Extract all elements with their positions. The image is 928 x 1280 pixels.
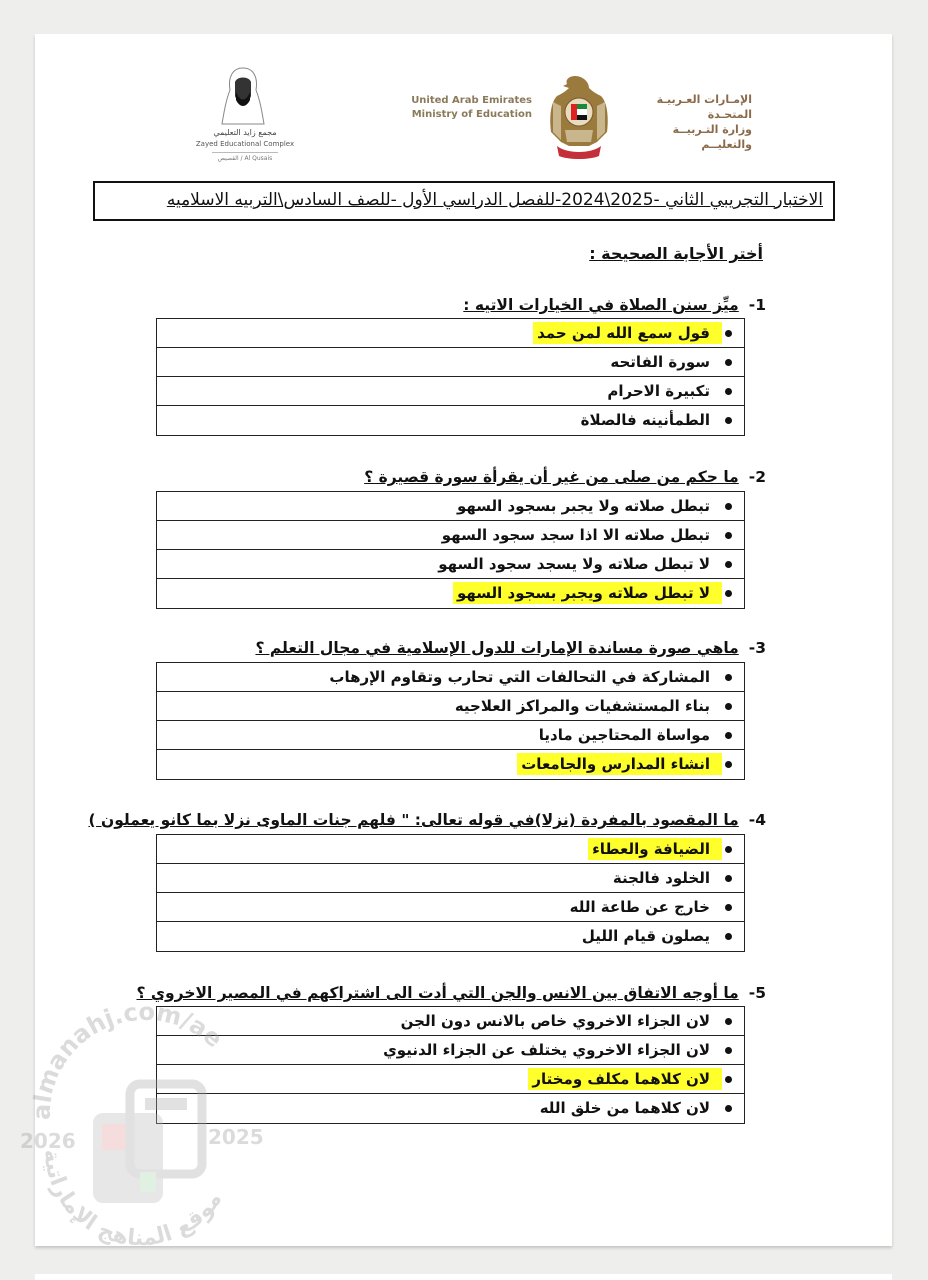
sheikh-portrait-icon [218,64,268,126]
watermark-arabic-text: موقع المناهج الإماراتية [38,1148,228,1252]
option-4d[interactable] [157,922,744,951]
bullet-icon [725,674,732,681]
option-label: تبطل صلاته ولا يجبر بسجود السهو [456,497,710,515]
bullet-icon [725,875,732,882]
ministry-english-name [400,94,532,122]
flag-green-mark [140,1172,156,1192]
zayed-logo-english-name: Zayed Educational Complex [195,140,295,148]
option-label: يصلون قيام الليل [581,927,710,945]
question-4 [88,811,766,829]
options-table-2 [156,491,745,609]
option-3d[interactable] [157,750,744,779]
bullet-icon [725,1105,732,1112]
bullet-icon [725,359,732,366]
option-1a[interactable] [157,319,744,348]
question-text: ما أوجه الاتفاق بين الانس والجن التي أدت الى اشتراكهم في المصير الاخروي ؟ [136,984,739,1002]
bullet-icon [725,933,732,940]
bullet-icon [725,761,732,768]
option-4c[interactable] [157,893,744,922]
option-label: لا تبطل صلاته ولا يسجد سجود السهو [438,555,710,573]
question-number: 1- [748,296,766,314]
bullet-icon [725,1076,732,1083]
watermark-year-left: 2026 [20,1129,76,1153]
bullet-icon [725,561,732,568]
option-label: انشاء المدارس والجامعات [517,753,712,775]
bullet-icon [725,417,732,424]
bullet-icon [725,904,732,911]
exam-title-box [93,181,835,221]
zayed-logo-subtitle: القصيص / Al Qusais [217,155,273,162]
bullet-icon [725,1018,732,1025]
option-label: بناء المستشفيات والمراكز العلاجيه [454,697,710,715]
option-label: الضيافة والعطاء [588,838,712,860]
phone-screen-bar [145,1098,187,1110]
option-label: المشاركة في التحالفات التي تحارب وتقاوم الإرهاب [329,668,710,686]
bullet-icon [725,590,732,597]
flag-red-mark [102,1124,128,1150]
question-1 [463,296,766,314]
option-label: خارج عن طاعة الله [569,898,710,916]
option-1c[interactable] [157,377,744,406]
question-text: ما حكم من صلى من غير أن يقرأة سورة قصيرة ؟ [364,468,739,486]
question-2 [364,468,766,486]
bullet-icon [725,703,732,710]
option-2c[interactable] [157,550,744,579]
bullet-icon [725,846,732,853]
option-2d[interactable] [157,579,744,608]
bullet-icon [725,732,732,739]
option-label: مواساة المحتاجين ماديا [538,726,710,744]
watermark-url-text: almanahj.com/ae [27,1000,229,1121]
option-label: قول سمع الله لمن حمد [533,322,712,344]
bullet-icon [725,1047,732,1054]
question-number: 4- [748,811,766,829]
question-text: ميِّز سنن الصلاة في الخيارات الاتيه : [463,296,739,314]
option-label: لا تبطل صلاته ويجبر بسجود السهو [453,582,712,604]
bullet-icon [725,503,732,510]
option-3b[interactable] [157,692,744,721]
option-3a[interactable] [157,663,744,692]
uae-emblem-icon [547,72,611,160]
option-4b[interactable] [157,864,744,893]
option-label: الخلود فالجنة [612,869,710,887]
question-number: 3- [748,639,766,657]
question-3 [255,639,766,657]
zayed-logo-arabic-name: مجمع زايد التعليمي [213,128,277,137]
ministry-arabic-line1: الإمـارات العـربيـة المتحـدة [656,93,752,121]
question-number: 5- [748,984,766,1002]
option-label: لان كلاهما من خلق الله [539,1099,710,1117]
option-label: الطمأنينه فالصلاة [580,411,710,429]
ministry-arabic-line2: وزارة التـربيــة والتعليــم [672,123,752,151]
option-1b[interactable] [157,348,744,377]
ministry-arabic-name [622,92,752,152]
exam-title: الاختبار التجريبي الثاني -2025\2024-للفصل الدراسي الأول -للصف السادس\التربيه الاسلاميه [166,190,823,210]
bullet-icon [725,388,732,395]
option-4a[interactable] [157,835,744,864]
option-1d[interactable] [157,406,744,435]
zayed-complex-logo [190,62,300,168]
next-page-edge [35,1274,892,1280]
bullet-icon [725,532,732,539]
option-label: تبطل صلاته الا اذا سجد سجود السهو [441,526,710,544]
option-2b[interactable] [157,521,744,550]
option-label: لان الجزاء الاخروي يختلف عن الجزاء الدنيوي [383,1041,710,1059]
option-label: لان الجزاء الاخروي خاص بالانس دون الجن [400,1012,710,1030]
option-3c[interactable] [157,721,744,750]
ministry-english-line1: United Arab Emirates [411,95,532,106]
question-text: ما المقصود بالمفردة (نزلا)في قوله تعالى: " فلهم جنات الماوى نزلا بما كانو يعملون ) [88,811,739,829]
ministry-english-line2: Ministry of Education [411,109,532,120]
question-number: 2- [748,468,766,486]
options-table-3 [156,662,745,780]
instruction-heading: أختر الأجابة الصحيحة : [589,244,763,263]
options-table-4 [156,834,745,952]
almanahj-watermark [10,1000,270,1270]
watermark-year-right: 2025 [208,1125,264,1149]
option-label: تكبيرة الاحرام [607,382,710,400]
option-2a[interactable] [157,492,744,521]
options-table-1 [156,318,745,436]
bullet-icon [725,330,732,337]
option-label: لان كلاهما مكلف ومختار [528,1068,712,1090]
question-text: ماهي صورة مساندة الإمارات للدول الإسلامية في مجال التعلم ؟ [255,639,739,657]
zayed-logo-divider [212,152,278,153]
option-label: سورة الفاتحه [610,353,710,371]
